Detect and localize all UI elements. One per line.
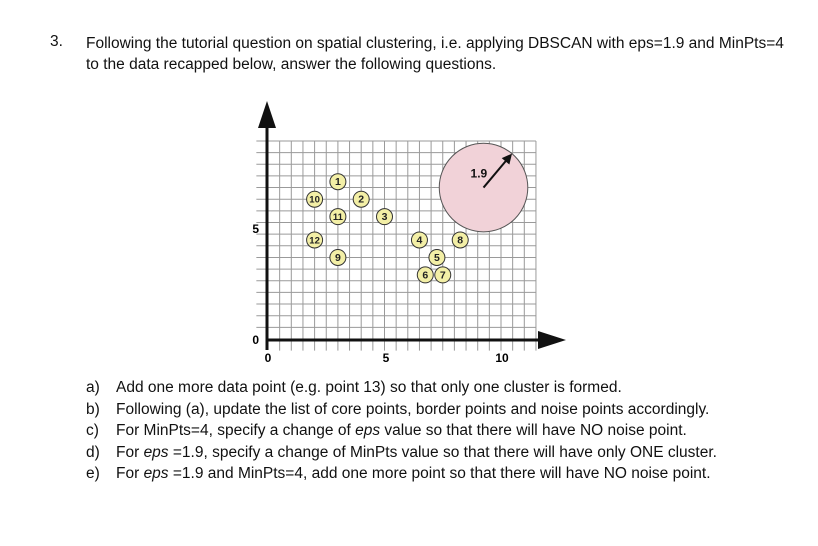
point-label: 7: [439, 269, 446, 282]
eps-label: 1.9: [470, 166, 488, 181]
subquestion-text: For eps =1.9, specify a change of MinPts value so that there will have only ONE cluster.: [116, 443, 717, 461]
point-label: 11: [332, 212, 343, 224]
subquestion-text: Add one more data point (e.g. point 13) so that only one cluster is formed.: [116, 379, 622, 396]
data-point-10: [307, 191, 323, 207]
subquestion-letter: c): [86, 422, 99, 439]
point-label: 2: [358, 193, 365, 206]
data-point-7: [435, 267, 451, 283]
subquestion-a: [86, 377, 806, 399]
subquestion-list: [86, 377, 806, 485]
point-label: 12: [309, 235, 320, 247]
data-point-5: [429, 249, 445, 265]
point-label: 4: [416, 234, 423, 247]
point-label: 10: [309, 194, 320, 206]
question-text: Following the tutorial question on spatial clustering, i.e. applying DBSCAN with eps=1.9 and MinPts=4 to the data recapped below, answer the following questions.: [86, 35, 784, 73]
data-point-6: [417, 267, 433, 283]
subquestion-letter: b): [86, 400, 100, 418]
subquestion-b: [86, 399, 806, 421]
data-point-11: [330, 209, 346, 225]
data-point-2: [353, 191, 369, 207]
x-tick-10: 10: [495, 351, 509, 365]
y-tick-5: 5: [252, 222, 259, 236]
x-tick-5: 5: [382, 351, 390, 365]
subquestion-text: Following (a), update the list of core points, border points and noise points accordingly.: [116, 400, 710, 418]
question-number: 3.: [50, 33, 63, 50]
point-label: 5: [434, 251, 440, 264]
point-label: 8: [457, 234, 464, 247]
point-label: 3: [381, 211, 388, 224]
data-point-4: [411, 232, 427, 248]
point-label: 6: [422, 269, 429, 282]
subquestion-c: [86, 420, 806, 442]
subquestion-text: For MinPts=4, specify a change of eps value so that there will have NO noise point.: [116, 422, 687, 439]
subquestion-text: For eps =1.9 and MinPts=4, add one more point so that there will have NO noise point.: [116, 465, 711, 482]
x-axis-arrow: [538, 331, 566, 349]
subquestion-letter: d): [86, 443, 100, 461]
subquestion-e: [86, 463, 806, 485]
x-tick-0: 0: [264, 351, 272, 365]
data-point-3: [377, 209, 393, 225]
point-label: 1: [334, 176, 341, 189]
data-point-1: [330, 174, 346, 190]
data-point-12: [307, 232, 323, 248]
subquestion-d: [86, 442, 806, 464]
subquestion-letter: e): [86, 465, 100, 482]
y-axis-arrow: [258, 101, 276, 128]
point-label: 9: [334, 251, 341, 264]
data-point-9: [330, 249, 346, 265]
subquestion-letter: a): [86, 379, 100, 396]
y-tick-0: 0: [252, 333, 259, 347]
data-point-8: [452, 232, 468, 248]
